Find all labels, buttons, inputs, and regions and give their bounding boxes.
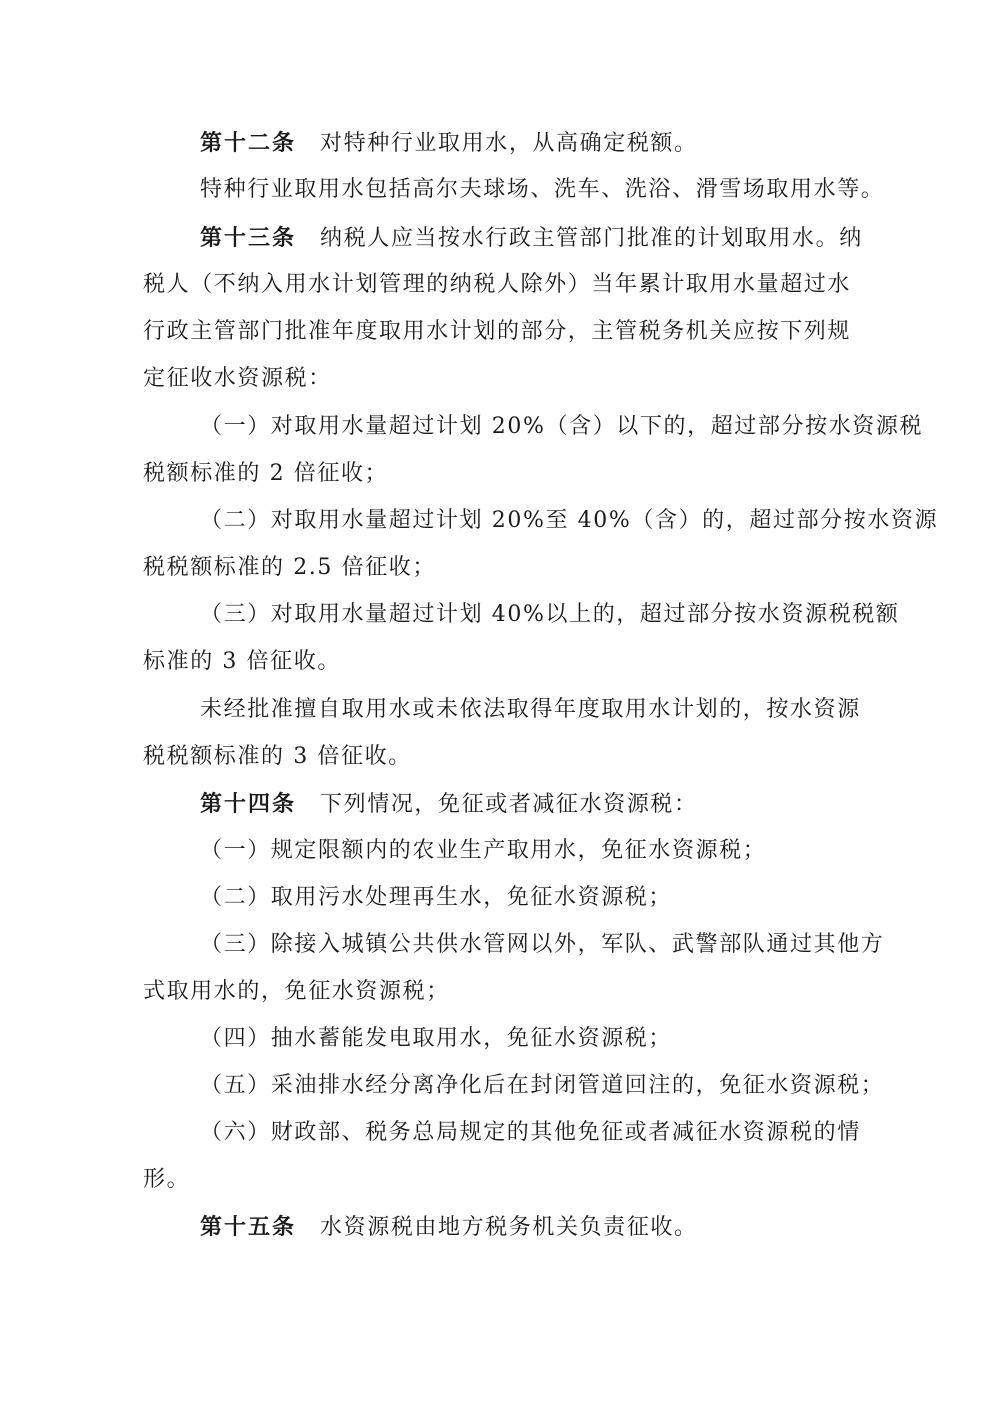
body-line: 特种行业取用水包括高尔夫球场、洗车、洗浴、滑雪场取用水等。: [200, 177, 885, 202]
body-line: 未经批准擅自取用水或未依法取得年度取用水计划的，按水资源: [200, 697, 861, 722]
body-line: 税税额标准的 2.5 倍征收；: [143, 555, 436, 580]
body-line: 定征收水资源税：: [143, 366, 332, 391]
article-label: 第十二条: [200, 130, 297, 156]
body-line: 标准的 3 倍征收。: [143, 649, 341, 674]
article-label: 第十五条: [200, 1214, 297, 1240]
article-label: 第十四条: [200, 791, 297, 817]
body-line: 行政主管部门批准年度取用水计划的部分，主管税务机关应按下列规: [143, 319, 852, 344]
article-label: 第十三条: [200, 225, 297, 251]
article-line: [200, 1214, 698, 1241]
body-line: 形。: [143, 1167, 191, 1192]
body-line: （一）规定限额内的农业生产取用水，免征水资源税；: [200, 838, 767, 863]
body-line: （五）采油排水经分离净化后在封闭管道回注的，免征水资源税；: [200, 1073, 885, 1098]
article-text: 对特种行业取用水，从高确定税额。: [320, 131, 698, 156]
body-line: （二）对取用水量超过计划 20%至 40%（含）的，超过部分按水资源: [200, 508, 939, 533]
article-text: 下列情况，免征或者减征水资源税：: [320, 792, 698, 817]
article-line: [200, 791, 698, 818]
body-line: 税税额标准的 3 倍征收。: [143, 744, 412, 769]
body-line: （二）取用污水处理再生水，免征水资源税；: [200, 885, 673, 910]
article-text: 纳税人应当按水行政主管部门批准的计划取用水。纳: [320, 226, 863, 251]
body-line: （三）对取用水量超过计划 40%以上的，超过部分按水资源税税额: [200, 602, 900, 627]
body-line: （三）除接入城镇公共供水管网以外，军队、武警部队通过其他方: [200, 932, 885, 957]
body-line: 税额标准的 2 倍征收；: [143, 461, 389, 486]
article-line: [200, 225, 863, 252]
body-line: （四）抽水蓄能发电取用水，免征水资源税；: [200, 1026, 673, 1051]
body-line: （六）财政部、税务总局规定的其他免征或者减征水资源税的情: [200, 1120, 861, 1145]
body-line: （一）对取用水量超过计划 20%（含）以下的，超过部分按水资源税: [200, 414, 924, 439]
body-line: 税人（不纳入用水计划管理的纳税人除外）当年累计取用水量超过水: [143, 272, 852, 297]
article-text: 水资源税由地方税务机关负责征收。: [320, 1215, 698, 1240]
body-line: 式取用水的，免征水资源税；: [143, 979, 450, 1004]
article-line: [200, 130, 698, 157]
